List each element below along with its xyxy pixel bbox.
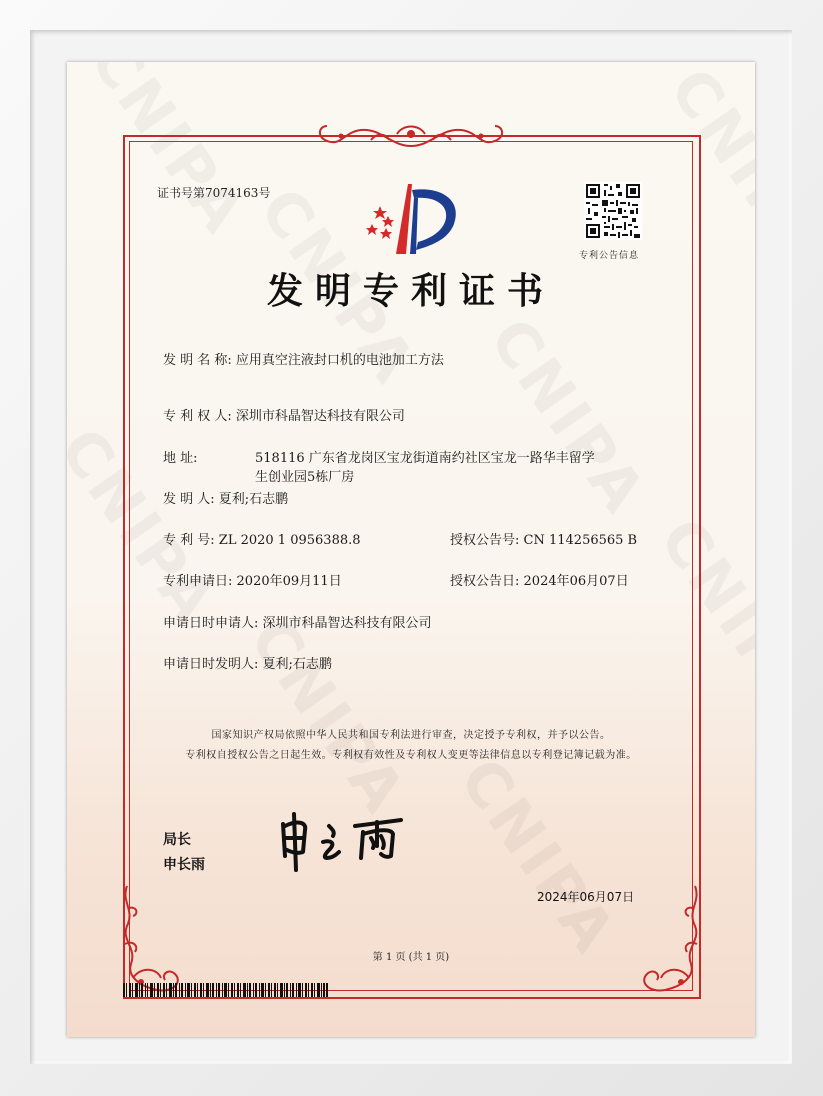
field-label: 发 明 人: (163, 492, 215, 507)
director-title: 局长 (163, 832, 191, 848)
top-ornament-icon (311, 118, 511, 152)
director-name: 申长雨 (163, 857, 205, 873)
field-label: 发 明 名 称: (163, 353, 232, 368)
field-invention-name (163, 349, 444, 368)
qr-code-icon[interactable] (584, 182, 642, 240)
field-address-line2: 生创业园5栋厂房 (255, 470, 355, 485)
field-value: 深圳市科晶智达科技有限公司 (235, 409, 405, 424)
field-inventor (163, 488, 288, 507)
field-value: 深圳市科晶智达科技有限公司 (262, 616, 432, 631)
field-inventor-at-filing (163, 653, 332, 672)
field-label: 申请日时发明人: (163, 657, 259, 672)
field-value: 夏利;石志鹏 (218, 492, 289, 507)
field-address-line1: 518116 广东省龙岗区宝龙街道南约社区宝龙一路华丰留学 (255, 451, 595, 466)
qr-caption: 专利公告信息 (579, 251, 640, 261)
field-grant-pub-no (450, 529, 637, 548)
certificate-paper (67, 62, 755, 1037)
field-grant-pub-date (450, 570, 629, 589)
field-label: 授权公告号: (450, 533, 520, 548)
field-patent-no (163, 529, 361, 548)
certificate-title: 发明专利证书 (266, 271, 555, 312)
field-patentee (163, 405, 405, 424)
certificate-number: 证书号第7074163号 (157, 186, 271, 200)
field-applicant-at-filing (163, 612, 432, 631)
field-filing-date (163, 570, 342, 589)
field-label: 授权公告日: (450, 574, 520, 589)
corner-ornament-icon (625, 882, 705, 1000)
field-value: 2024年06月07日 (523, 574, 629, 589)
field-value: 应用真空注液封口机的电池加工方法 (235, 353, 444, 368)
barcode-icon (123, 983, 328, 997)
field-label: 专 利 权 人: (163, 409, 232, 424)
field-value: ZL 2020 1 0956388.8 (218, 533, 361, 548)
notice-line-1: 国家知识产权局依照中华人民共和国专利法进行审查，决定授予专利权，并予以公告。 (211, 730, 611, 741)
field-label: 专利申请日: (163, 574, 233, 589)
field-address (163, 447, 253, 466)
notice-line-2: 专利权自授权公告之日起生效。专利权有效性及专利权人变更等法律信息以专利登记簿记载为准。 (185, 750, 637, 761)
field-label: 申请日时申请人: (163, 616, 259, 631)
signature-date: 2024年06月07日 (537, 890, 635, 904)
cnipa-logo-icon (362, 180, 472, 258)
field-label: 地 址: (163, 451, 198, 466)
field-value: CN 114256565 B (523, 533, 638, 548)
field-label: 专 利 号: (163, 533, 215, 548)
field-value: 夏利;石志鹏 (262, 657, 332, 672)
page-number: 第 1 页 (共 1 页) (372, 952, 450, 963)
field-value: 2020年09月11日 (236, 574, 342, 589)
signature-icon (277, 812, 427, 874)
